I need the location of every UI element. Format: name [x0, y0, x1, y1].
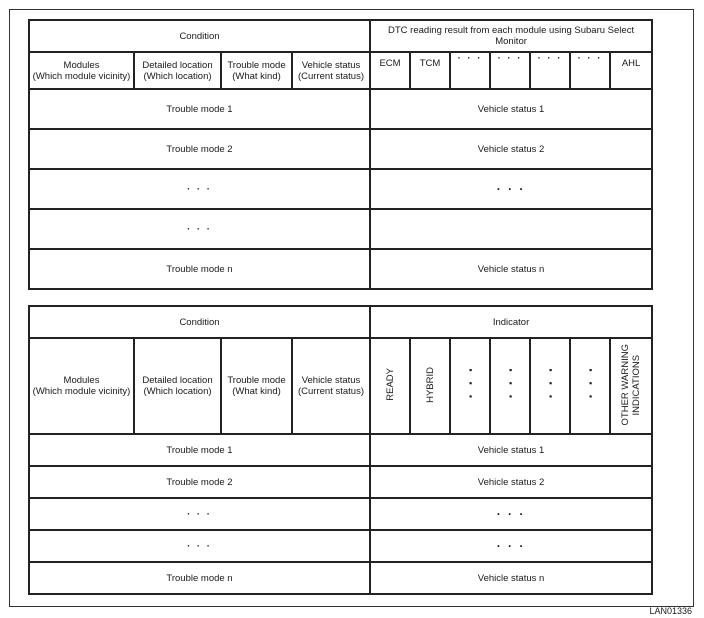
indicator-col-hybrid: HYBRID	[410, 338, 450, 434]
table-row-right: · · ·	[370, 169, 652, 209]
table-row-left: Trouble mode 1	[29, 434, 370, 466]
dtc-reading-table	[28, 19, 653, 290]
table-row-right: Vehicle status 1	[370, 89, 652, 129]
condition-header: Condition	[29, 20, 370, 52]
module-col-ellipsis: · · ·	[490, 52, 530, 89]
table-row-left: · · ·	[29, 209, 370, 249]
detailed-location-column-header: Detailed location (Which location)	[134, 52, 221, 89]
table-row-right: Vehicle status n	[370, 249, 652, 289]
module-col-ecm: ECM	[370, 52, 410, 89]
detailed-location-column-header: Detailed location (Which location)	[134, 338, 221, 434]
indicator-col-ready: READY	[370, 338, 410, 434]
trouble-mode-column-header: Trouble mode (What kind)	[221, 52, 292, 89]
table-row-left: Trouble mode 2	[29, 466, 370, 498]
indicator-table	[28, 305, 653, 595]
indicator-header: Indicator	[370, 306, 652, 338]
modules-column-header: Modules (Which module vicinity)	[29, 52, 134, 89]
table-row-right: Vehicle status 2	[370, 466, 652, 498]
module-col-ellipsis: · · ·	[570, 52, 610, 89]
indicator-col-ellipsis: · · ·	[570, 338, 610, 434]
modules-column-header: Modules (Which module vicinity)	[29, 338, 134, 434]
condition-header: Condition	[29, 306, 370, 338]
table-row-left: · · ·	[29, 498, 370, 530]
trouble-mode-column-header: Trouble mode (What kind)	[221, 338, 292, 434]
table-row-right: Vehicle status 2	[370, 129, 652, 169]
module-col-ellipsis: · · ·	[450, 52, 490, 89]
vehicle-status-column-header: Vehicle status (Current status)	[292, 338, 370, 434]
module-col-ellipsis: · · ·	[530, 52, 570, 89]
table-row-right	[370, 209, 652, 249]
table-row-right: · · ·	[370, 498, 652, 530]
table-row-right: Vehicle status n	[370, 562, 652, 594]
table-row-left: Trouble mode 2	[29, 129, 370, 169]
indicator-col-ellipsis: · · ·	[490, 338, 530, 434]
table-row-left: Trouble mode n	[29, 562, 370, 594]
table-row-right: · · ·	[370, 530, 652, 562]
indicator-col-ellipsis: · · ·	[530, 338, 570, 434]
table-row-right: Vehicle status 1	[370, 434, 652, 466]
vehicle-status-column-header: Vehicle status (Current status)	[292, 52, 370, 89]
table-row-left: · · ·	[29, 169, 370, 209]
indicator-col-ellipsis: · · ·	[450, 338, 490, 434]
indicator-col-other-warning: OTHER WARNING INDICATIONS	[610, 338, 652, 434]
table-row-left: Trouble mode 1	[29, 89, 370, 129]
figure-code: LAN01336	[649, 606, 692, 616]
module-col-tcm: TCM	[410, 52, 450, 89]
table-row-left: Trouble mode n	[29, 249, 370, 289]
table-row-left: · · ·	[29, 530, 370, 562]
dtc-result-header: DTC reading result from each module using Subaru Select Monitor	[370, 20, 652, 52]
module-col-ahl: AHL	[610, 52, 652, 89]
